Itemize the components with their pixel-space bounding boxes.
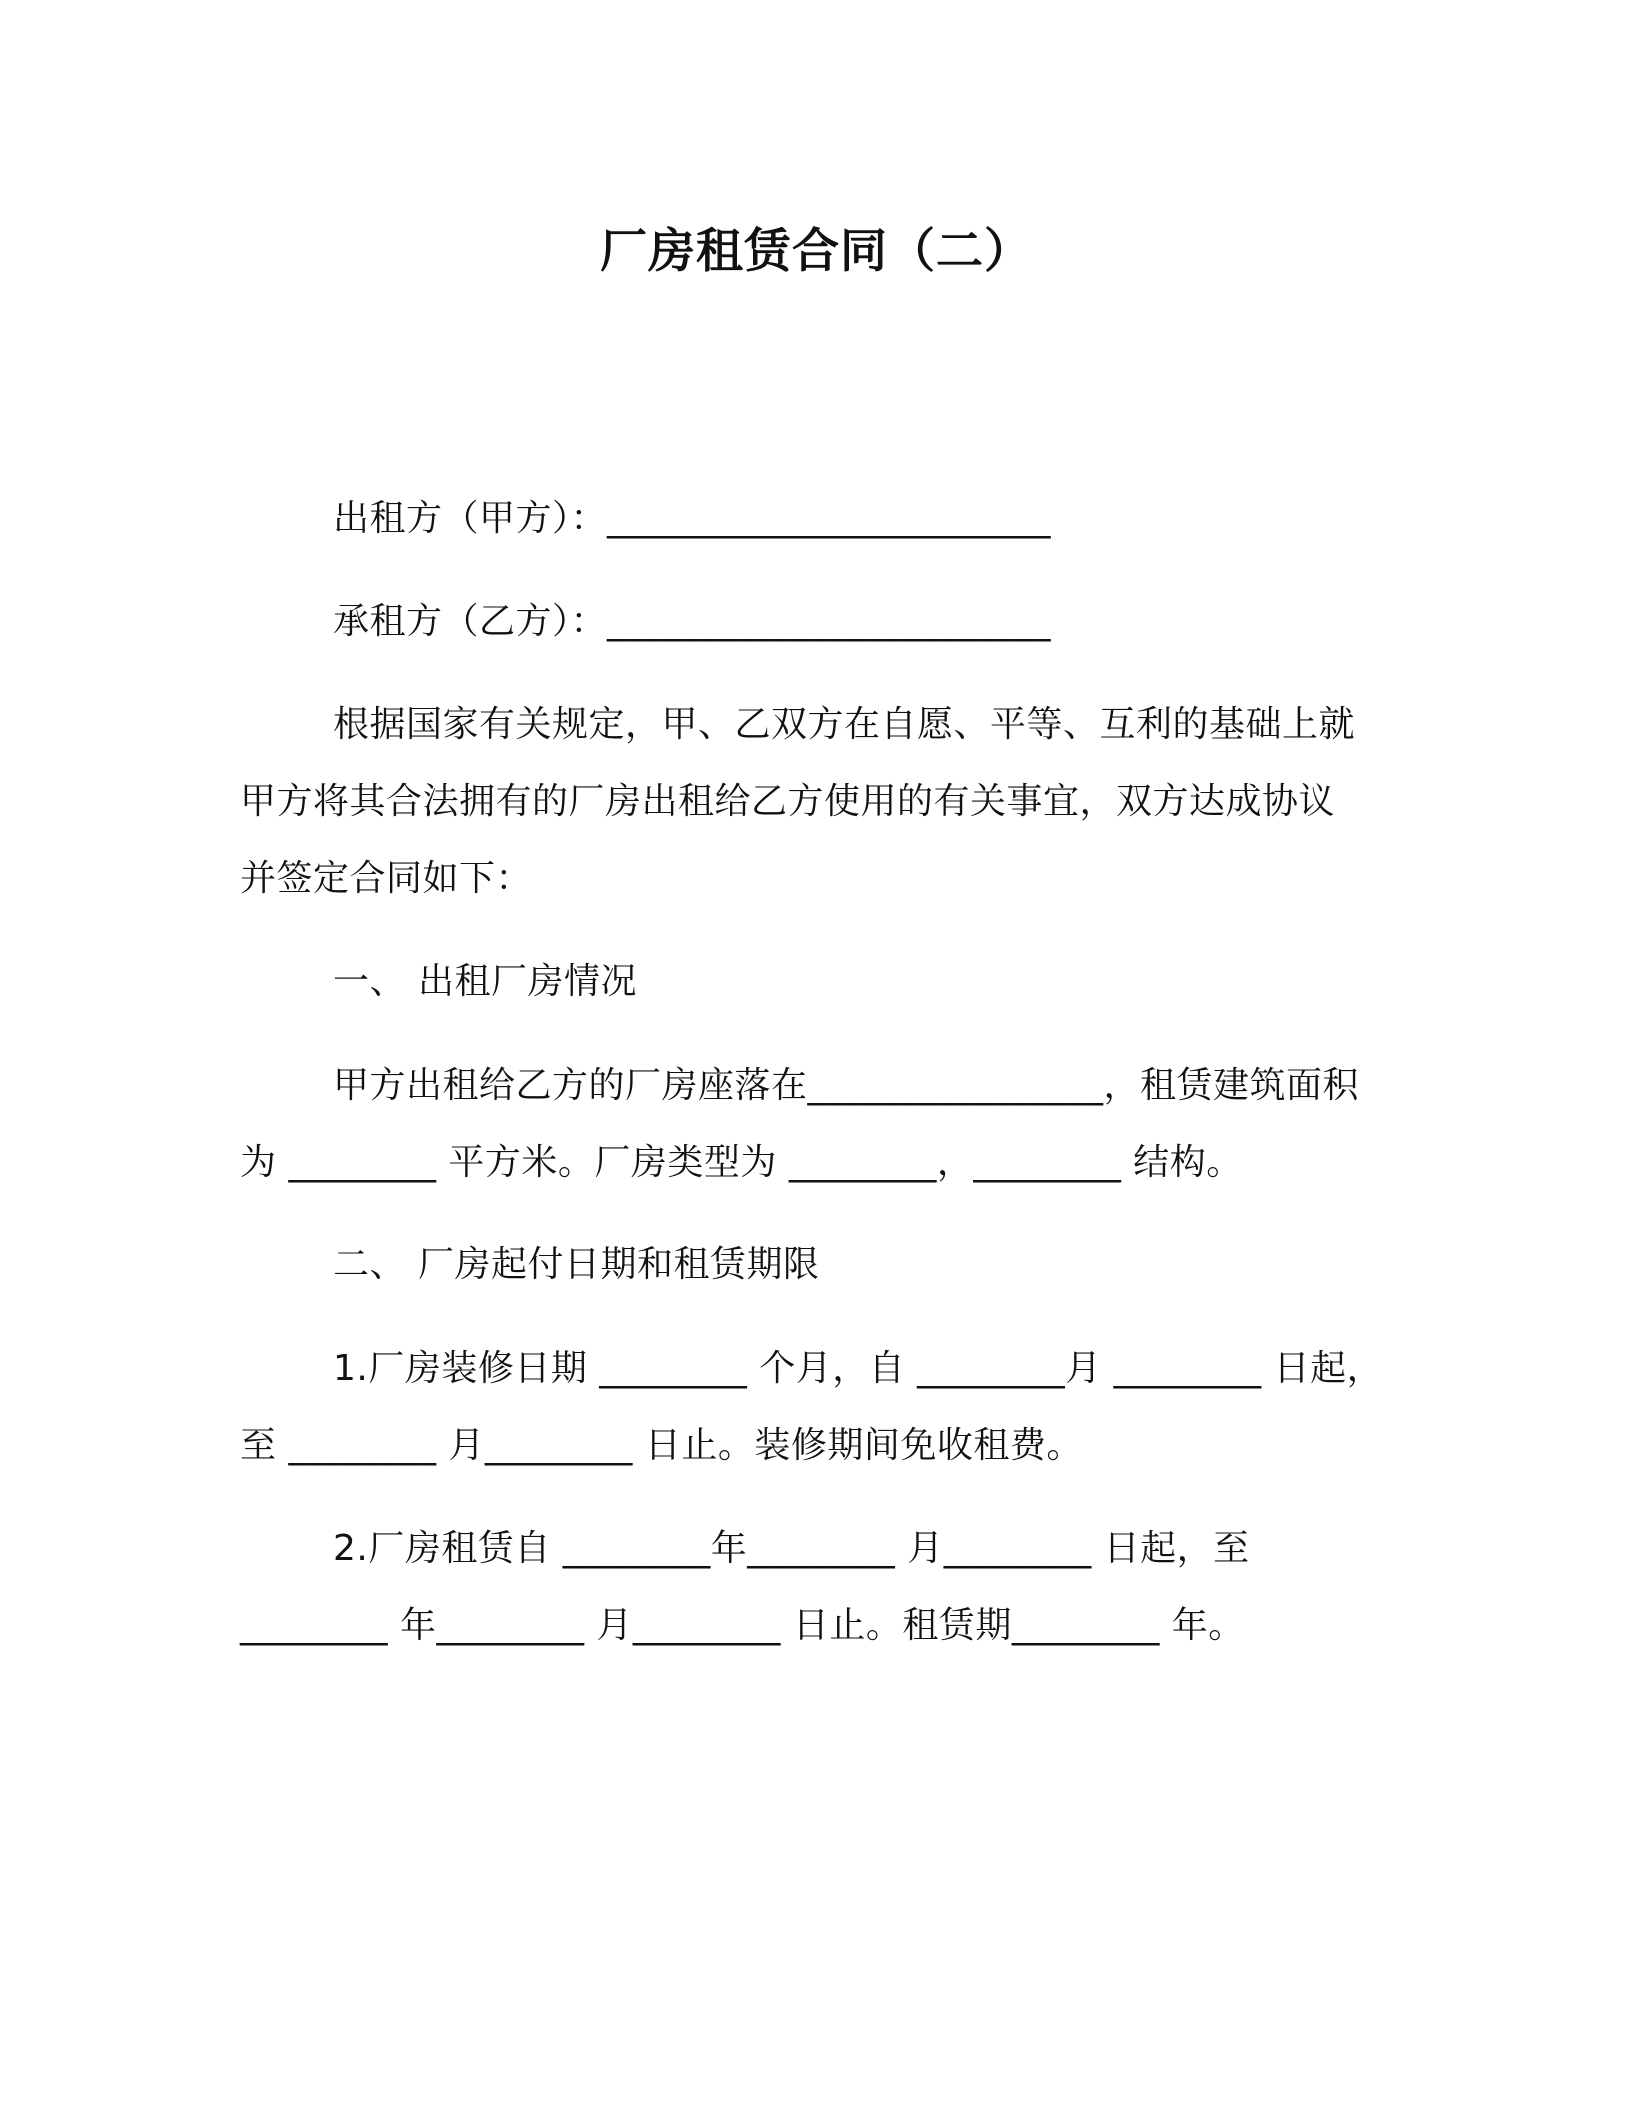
lessor-line: 出租方（甲方）：________________________ xyxy=(333,498,1052,539)
section-heading-1: 一、 出租厂房情况 xyxy=(333,961,637,1002)
clause-1-line-2: 至 ________ 月________ 日止。装修期间免收租费。 xyxy=(240,1425,1083,1466)
preamble-line-3: 并签定合同如下： xyxy=(240,858,533,899)
section-1-line-2: 为 ________ 平方米。厂房类型为 ________，________ 结构。 xyxy=(240,1142,1243,1183)
preamble-line-1: 根据国家有关规定，甲、乙双方在自愿、平等、互利的基础上就 xyxy=(333,704,1356,745)
section-1-line-1: 甲方出租给乙方的厂房座落在________________，租赁建筑面积 xyxy=(333,1065,1360,1106)
clause-2-line-2: ________ 年________ 月________ 日止。租赁期________ 年。 xyxy=(240,1605,1245,1646)
document-title: 厂房租赁合同（二） xyxy=(600,224,1032,279)
clause-1-line-1: 1.厂房装修日期 ________ 个月，自 ________月 ________ 日起， xyxy=(333,1348,1384,1389)
lessee-line: 承租方（乙方）：________________________ xyxy=(333,601,1052,642)
clause-2-line-1: 2.厂房租赁自 ________年________ 月________ 日起，至 xyxy=(333,1528,1250,1569)
preamble-line-2: 甲方将其合法拥有的厂房出租给乙方使用的有关事宜，双方达成协议 xyxy=(240,781,1336,822)
section-heading-2: 二、 厂房起付日期和租赁期限 xyxy=(333,1244,820,1285)
